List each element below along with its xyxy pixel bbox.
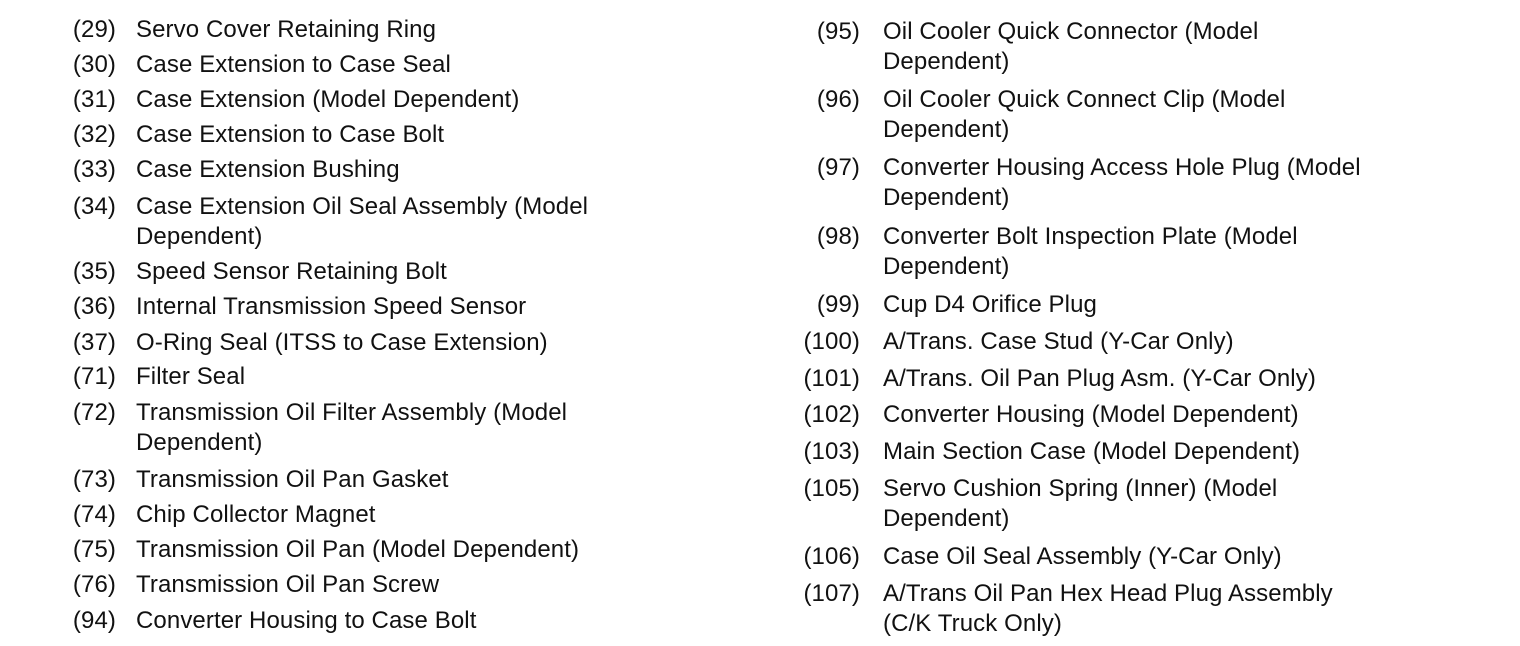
part-number: (31) <box>72 86 116 113</box>
part-entry <box>0 606 760 636</box>
part-number: (99) <box>816 291 860 318</box>
part-number: (101) <box>803 365 860 392</box>
part-entry <box>760 364 1520 394</box>
part-entry <box>0 398 760 458</box>
part-entry <box>760 542 1520 572</box>
part-entry <box>0 500 760 530</box>
part-description: Oil Cooler Quick Connector (Model <box>883 18 1259 45</box>
part-description: Speed Sensor Retaining Bolt <box>136 258 447 285</box>
part-entry <box>0 85 760 115</box>
part-number: (29) <box>72 16 116 43</box>
part-description: Servo Cushion Spring (Inner) (Model <box>883 475 1278 502</box>
part-description-continued: (C/K Truck Only) <box>883 610 1062 637</box>
part-number: (34) <box>72 193 116 220</box>
part-number: (75) <box>72 536 116 563</box>
part-description: Case Extension to Case Bolt <box>136 121 445 148</box>
part-description: O-Ring Seal (ITSS to Case Extension) <box>136 329 548 356</box>
part-entry <box>760 17 1520 77</box>
part-entry <box>0 120 760 150</box>
part-entry <box>0 50 760 80</box>
part-entry <box>0 570 760 600</box>
part-description: Case Extension Oil Seal Assembly (Model <box>136 193 589 220</box>
part-description: A/Trans. Oil Pan Plug Asm. (Y-Car Only) <box>883 365 1316 392</box>
part-entry <box>0 292 760 322</box>
part-number: (95) <box>816 18 860 45</box>
part-description-continued: Dependent) <box>883 48 1010 75</box>
part-entry <box>760 474 1520 534</box>
part-entry <box>760 85 1520 145</box>
part-description: Internal Transmission Speed Sensor <box>136 293 527 320</box>
part-number: (35) <box>72 258 116 285</box>
part-description: Transmission Oil Pan Gasket <box>136 466 449 493</box>
part-entry <box>760 222 1520 282</box>
part-number: (32) <box>72 121 116 148</box>
part-number: (96) <box>816 86 860 113</box>
part-description: Transmission Oil Filter Assembly (Model <box>136 399 568 426</box>
part-description: Main Section Case (Model Dependent) <box>883 438 1301 465</box>
part-description: Case Extension to Case Seal <box>136 51 451 78</box>
part-description: Oil Cooler Quick Connect Clip (Model <box>883 86 1286 113</box>
part-number: (33) <box>72 156 116 183</box>
part-entry <box>0 535 760 565</box>
part-number: (72) <box>72 399 116 426</box>
part-number: (100) <box>803 328 860 355</box>
part-description: Case Oil Seal Assembly (Y-Car Only) <box>883 543 1282 570</box>
part-description: Transmission Oil Pan (Model Dependent) <box>136 536 580 563</box>
part-entry <box>760 290 1520 320</box>
part-description: Cup D4 Orifice Plug <box>883 291 1097 318</box>
part-entry <box>0 362 760 392</box>
part-number: (97) <box>816 154 860 181</box>
part-description-continued: Dependent) <box>883 505 1010 532</box>
part-description-continued: Dependent) <box>136 223 263 250</box>
part-entry <box>0 328 760 358</box>
part-description-continued: Dependent) <box>883 116 1010 143</box>
part-description-continued: Dependent) <box>883 184 1010 211</box>
part-entry <box>760 579 1520 639</box>
part-entry <box>0 155 760 185</box>
part-number: (106) <box>803 543 860 570</box>
part-entry <box>760 400 1520 430</box>
part-number: (73) <box>72 466 116 493</box>
part-description-continued: Dependent) <box>136 429 263 456</box>
part-number: (30) <box>72 51 116 78</box>
part-number: (105) <box>803 475 860 502</box>
part-entry <box>0 15 760 45</box>
part-description: A/Trans Oil Pan Hex Head Plug Assembly <box>883 580 1333 607</box>
part-number: (74) <box>72 501 116 528</box>
part-description: Case Extension Bushing <box>136 156 400 183</box>
part-description: Converter Housing to Case Bolt <box>136 607 477 634</box>
part-entry <box>760 327 1520 357</box>
part-number: (36) <box>72 293 116 320</box>
part-entry <box>760 153 1520 213</box>
part-number: (71) <box>72 363 116 390</box>
part-number: (102) <box>803 401 860 428</box>
part-number: (37) <box>72 329 116 356</box>
part-description: Converter Housing Access Hole Plug (Model <box>883 154 1361 181</box>
part-number: (76) <box>72 571 116 598</box>
part-number: (98) <box>816 223 860 250</box>
part-description-continued: Dependent) <box>883 253 1010 280</box>
part-number: (103) <box>803 438 860 465</box>
part-number: (107) <box>803 580 860 607</box>
part-description: Case Extension (Model Dependent) <box>136 86 520 113</box>
part-description: Transmission Oil Pan Screw <box>136 571 440 598</box>
part-entry <box>0 257 760 287</box>
part-description: Converter Housing (Model Dependent) <box>883 401 1299 428</box>
part-entry <box>0 192 760 252</box>
part-description: Servo Cover Retaining Ring <box>136 16 437 43</box>
part-entry <box>0 465 760 495</box>
part-number: (94) <box>72 607 116 634</box>
part-description: Filter Seal <box>136 363 246 390</box>
part-entry <box>760 437 1520 467</box>
part-description: A/Trans. Case Stud (Y-Car Only) <box>883 328 1234 355</box>
part-description: Converter Bolt Inspection Plate (Model <box>883 223 1298 250</box>
part-description: Chip Collector Magnet <box>136 501 376 528</box>
